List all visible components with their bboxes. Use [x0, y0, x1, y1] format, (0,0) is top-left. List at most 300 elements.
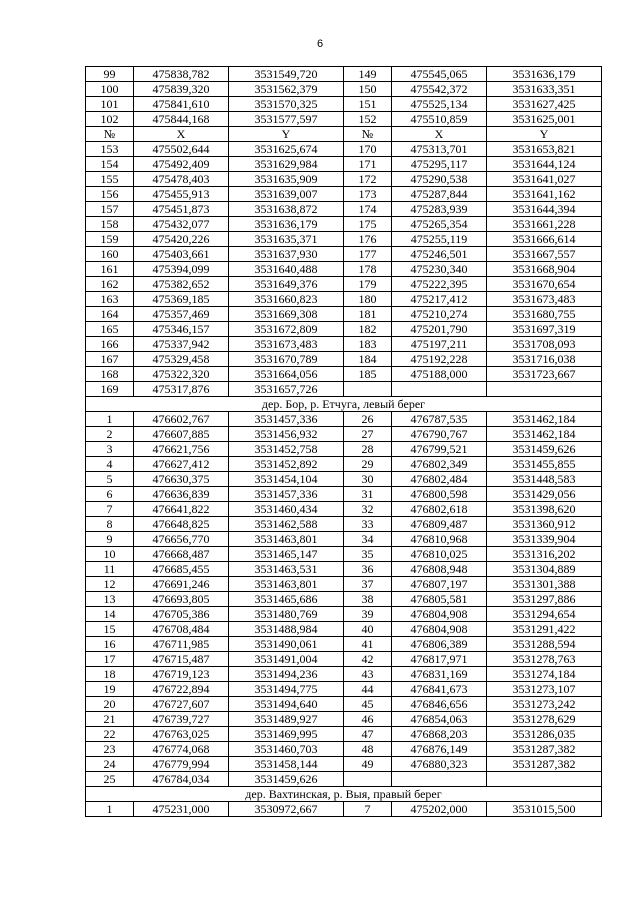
table-cell: 20: [86, 697, 134, 712]
table-cell: 44: [344, 682, 392, 697]
table-cell: 46: [344, 712, 392, 727]
table-cell: 3531494,775: [229, 682, 344, 697]
table-row: [86, 367, 602, 382]
table-cell: 3531301,388: [487, 577, 602, 592]
table-cell: 475455,913: [134, 187, 229, 202]
table-cell: 3531657,726: [229, 382, 344, 397]
table-cell: 3531644,394: [487, 202, 602, 217]
table-cell: 3531469,995: [229, 727, 344, 742]
table-header-row: [86, 127, 602, 142]
table-cell: 7: [344, 802, 392, 817]
table-row: [86, 307, 602, 322]
column-header: X: [134, 127, 229, 142]
table-cell: 476804,908: [392, 622, 487, 637]
table-row: [86, 472, 602, 487]
table-cell: 476779,994: [134, 757, 229, 772]
table-row: [86, 607, 602, 622]
table-cell: 476763,025: [134, 727, 229, 742]
table-cell: 476630,375: [134, 472, 229, 487]
table-row: [86, 352, 602, 367]
table-cell: 3531339,904: [487, 532, 602, 547]
table-cell: 3531549,720: [229, 67, 344, 82]
table-cell: 6: [86, 487, 134, 502]
table-cell: 475329,458: [134, 352, 229, 367]
table-cell: 157: [86, 202, 134, 217]
table-cell: 155: [86, 172, 134, 187]
table-cell: 3531273,107: [487, 682, 602, 697]
table-cell: 476722,894: [134, 682, 229, 697]
table-cell: 4: [86, 457, 134, 472]
table-cell: 24: [86, 757, 134, 772]
table-cell: 475838,782: [134, 67, 229, 82]
table-cell: 3531480,769: [229, 607, 344, 622]
table-cell: 21: [86, 712, 134, 727]
table-row: [86, 697, 602, 712]
table-cell: 149: [344, 67, 392, 82]
table-row: [86, 97, 602, 112]
table-cell: 3531669,308: [229, 307, 344, 322]
table-cell: 475197,211: [392, 337, 487, 352]
page-number: 6: [316, 38, 324, 50]
table-row: [86, 292, 602, 307]
table-cell: 102: [86, 112, 134, 127]
table-cell: 475202,000: [392, 802, 487, 817]
table-cell: 476715,487: [134, 652, 229, 667]
table-row: [86, 757, 602, 772]
table-cell: 475188,000: [392, 367, 487, 382]
column-header: №: [344, 127, 392, 142]
table-row: [86, 337, 602, 352]
table-cell: 3531488,984: [229, 622, 344, 637]
table-cell: 475255,119: [392, 232, 487, 247]
table-cell: 3531723,667: [487, 367, 602, 382]
table-cell: 3531625,001: [487, 112, 602, 127]
table-cell: 476693,805: [134, 592, 229, 607]
table-cell: 3531649,376: [229, 277, 344, 292]
table-cell: 476810,025: [392, 547, 487, 562]
table-cell: 3531633,351: [487, 82, 602, 97]
table-cell: 476810,968: [392, 532, 487, 547]
table-row: [86, 772, 602, 787]
table-cell: 178: [344, 262, 392, 277]
table-cell: 3531297,886: [487, 592, 602, 607]
column-header: Y: [229, 127, 344, 142]
table-row: [86, 517, 602, 532]
table-cell: 160: [86, 247, 134, 262]
table-cell: [392, 772, 487, 787]
section-title: дер. Вахтинская, р. Выя, правый берег: [86, 787, 602, 802]
table-cell: 28: [344, 442, 392, 457]
table-cell: 164: [86, 307, 134, 322]
table-cell: 3531316,202: [487, 547, 602, 562]
table-cell: 163: [86, 292, 134, 307]
table-cell: 476808,948: [392, 562, 487, 577]
section-row: [86, 787, 602, 802]
table-cell: 476802,484: [392, 472, 487, 487]
table-cell: [344, 772, 392, 787]
table-cell: 3531287,382: [487, 757, 602, 772]
table-cell: 475317,876: [134, 382, 229, 397]
table-cell: 177: [344, 247, 392, 262]
table-cell: 476774,068: [134, 742, 229, 757]
table-cell: 26: [344, 412, 392, 427]
table-cell: 1: [86, 412, 134, 427]
table-cell: 475210,274: [392, 307, 487, 322]
table-cell: 3531637,930: [229, 247, 344, 262]
table-cell: 3531638,872: [229, 202, 344, 217]
table-cell: 475290,538: [392, 172, 487, 187]
table-cell: 3531294,654: [487, 607, 602, 622]
table-cell: [487, 772, 602, 787]
table-cell: 476805,581: [392, 592, 487, 607]
table-cell: 475382,652: [134, 277, 229, 292]
table-cell: 475346,157: [134, 322, 229, 337]
table-cell: 475545,065: [392, 67, 487, 82]
table-cell: 162: [86, 277, 134, 292]
table-cell: 475403,661: [134, 247, 229, 262]
table-cell: 3531273,242: [487, 697, 602, 712]
table-cell: 3531463,531: [229, 562, 344, 577]
table-cell: 3531670,654: [487, 277, 602, 292]
table-cell: 3531462,184: [487, 412, 602, 427]
table-cell: 3531274,184: [487, 667, 602, 682]
table-cell: 3531291,422: [487, 622, 602, 637]
table-cell: 161: [86, 262, 134, 277]
coordinates-table-body: [86, 67, 602, 817]
table-cell: 3: [86, 442, 134, 457]
table-cell: 476719,123: [134, 667, 229, 682]
table-cell: 174: [344, 202, 392, 217]
table-cell: 3531708,093: [487, 337, 602, 352]
table-cell: 476868,203: [392, 727, 487, 742]
table-cell: 12: [86, 577, 134, 592]
table-row: [86, 742, 602, 757]
table-cell: 3531673,483: [487, 292, 602, 307]
table-cell: 3531465,147: [229, 547, 344, 562]
table-cell: 3531398,620: [487, 502, 602, 517]
table-cell: 3531278,629: [487, 712, 602, 727]
table-cell: 476708,484: [134, 622, 229, 637]
table-cell: 476876,149: [392, 742, 487, 757]
table-cell: 475283,939: [392, 202, 487, 217]
table-cell: 475201,790: [392, 322, 487, 337]
table-cell: 101: [86, 97, 134, 112]
table-row: [86, 187, 602, 202]
table-cell: 3531716,038: [487, 352, 602, 367]
table-cell: 156: [86, 187, 134, 202]
table-cell: 475478,403: [134, 172, 229, 187]
table-cell: 476668,487: [134, 547, 229, 562]
table-cell: 13: [86, 592, 134, 607]
table-cell: 17: [86, 652, 134, 667]
table-cell: 476806,389: [392, 637, 487, 652]
table-row: [86, 247, 602, 262]
table-row: [86, 277, 602, 292]
table-cell: 171: [344, 157, 392, 172]
table-cell: 476627,412: [134, 457, 229, 472]
table-row: [86, 727, 602, 742]
section-title: дер. Бор, р. Етчуга, левый берег: [86, 397, 602, 412]
table-cell: 476621,756: [134, 442, 229, 457]
table-cell: 3531635,371: [229, 232, 344, 247]
table-cell: 3531463,801: [229, 577, 344, 592]
table-cell: 3531457,336: [229, 487, 344, 502]
table-row: [86, 232, 602, 247]
table-row: [86, 592, 602, 607]
table-cell: 40: [344, 622, 392, 637]
table-cell: 475841,610: [134, 97, 229, 112]
table-cell: 48: [344, 742, 392, 757]
table-cell: 3531625,674: [229, 142, 344, 157]
table-cell: 32: [344, 502, 392, 517]
table-cell: 3531494,236: [229, 667, 344, 682]
table-cell: 476636,839: [134, 487, 229, 502]
table-cell: 476799,521: [392, 442, 487, 457]
table-row: [86, 712, 602, 727]
table-cell: 475192,228: [392, 352, 487, 367]
table-cell: 3531672,809: [229, 322, 344, 337]
table-cell: 3531286,035: [487, 727, 602, 742]
table-cell: 49: [344, 757, 392, 772]
table-cell: 476784,034: [134, 772, 229, 787]
coordinates-table: [85, 66, 602, 817]
table-cell: 165: [86, 322, 134, 337]
table-cell: 475222,395: [392, 277, 487, 292]
table-cell: 476817,971: [392, 652, 487, 667]
table-cell: 169: [86, 382, 134, 397]
table-cell: 3531670,789: [229, 352, 344, 367]
table-cell: 476641,822: [134, 502, 229, 517]
table-cell: 3531454,104: [229, 472, 344, 487]
table-cell: 152: [344, 112, 392, 127]
table-cell: 5: [86, 472, 134, 487]
table-cell: 475246,501: [392, 247, 487, 262]
table-cell: 3531278,763: [487, 652, 602, 667]
table-cell: 158: [86, 217, 134, 232]
table-cell: 3531577,597: [229, 112, 344, 127]
section-row: [86, 397, 602, 412]
table-cell: 475322,320: [134, 367, 229, 382]
table-cell: 475217,412: [392, 292, 487, 307]
table-cell: 45: [344, 697, 392, 712]
table-cell: 3531562,379: [229, 82, 344, 97]
table-cell: 168: [86, 367, 134, 382]
table-cell: 3531459,626: [229, 772, 344, 787]
table-cell: 3531666,614: [487, 232, 602, 247]
table-cell: 476831,169: [392, 667, 487, 682]
table-cell: 3531636,179: [229, 217, 344, 232]
table-cell: 3531653,821: [487, 142, 602, 157]
table-cell: 1: [86, 802, 134, 817]
table-cell: 34: [344, 532, 392, 547]
table-cell: 30: [344, 472, 392, 487]
table-cell: 3531287,382: [487, 742, 602, 757]
table-cell: 475287,844: [392, 187, 487, 202]
table-row: [86, 112, 602, 127]
table-cell: 3531664,056: [229, 367, 344, 382]
table-cell: 475502,644: [134, 142, 229, 157]
table-cell: 3531458,144: [229, 757, 344, 772]
table-cell: 167: [86, 352, 134, 367]
table-cell: 3531429,056: [487, 487, 602, 502]
table-cell: 47: [344, 727, 392, 742]
table-cell: 3531462,184: [487, 427, 602, 442]
table-cell: 16: [86, 637, 134, 652]
table-cell: 185: [344, 367, 392, 382]
table-cell: 29: [344, 457, 392, 472]
table-cell: 166: [86, 337, 134, 352]
table-cell: 3531640,488: [229, 262, 344, 277]
table-cell: 154: [86, 157, 134, 172]
table-cell: 18: [86, 667, 134, 682]
table-row: [86, 547, 602, 562]
table-cell: 476607,885: [134, 427, 229, 442]
table-cell: 175: [344, 217, 392, 232]
table-cell: 3531452,892: [229, 457, 344, 472]
table-row: [86, 487, 602, 502]
table-cell: 3531304,889: [487, 562, 602, 577]
table-row: [86, 427, 602, 442]
table-cell: 476802,618: [392, 502, 487, 517]
table-row: [86, 622, 602, 637]
table-cell: 3531460,434: [229, 502, 344, 517]
table-cell: 475337,942: [134, 337, 229, 352]
table-cell: 2: [86, 427, 134, 442]
table-cell: 476807,197: [392, 577, 487, 592]
table-cell: 3531641,162: [487, 187, 602, 202]
table-row: [86, 82, 602, 97]
table-cell: 150: [344, 82, 392, 97]
table-cell: 33: [344, 517, 392, 532]
table-cell: 3531644,124: [487, 157, 602, 172]
table-cell: 3531627,425: [487, 97, 602, 112]
table-row: [86, 172, 602, 187]
table-row: [86, 532, 602, 547]
table-cell: 3531667,557: [487, 247, 602, 262]
table-cell: 27: [344, 427, 392, 442]
table-cell: 42: [344, 652, 392, 667]
table-cell: 41: [344, 637, 392, 652]
table-cell: 3531697,319: [487, 322, 602, 337]
table-cell: 10: [86, 547, 134, 562]
table-cell: 475265,354: [392, 217, 487, 232]
table-cell: 3530972,667: [229, 802, 344, 817]
table-cell: 25: [86, 772, 134, 787]
table-cell: 3531490,061: [229, 637, 344, 652]
table-cell: 3531641,027: [487, 172, 602, 187]
table-cell: 99: [86, 67, 134, 82]
table-cell: 3531460,703: [229, 742, 344, 757]
table-cell: 170: [344, 142, 392, 157]
table-row: [86, 142, 602, 157]
column-header: Y: [487, 127, 602, 142]
table-cell: 15: [86, 622, 134, 637]
table-cell: 475542,372: [392, 82, 487, 97]
table-cell: 476841,673: [392, 682, 487, 697]
table-cell: 3531360,912: [487, 517, 602, 532]
table-cell: 43: [344, 667, 392, 682]
table-cell: 3531635,909: [229, 172, 344, 187]
table-row: [86, 202, 602, 217]
table-cell: 182: [344, 322, 392, 337]
table-cell: 476790,767: [392, 427, 487, 442]
table-cell: 476711,985: [134, 637, 229, 652]
table-cell: 22: [86, 727, 134, 742]
table-row: [86, 682, 602, 697]
table-row: [86, 667, 602, 682]
table-cell: 153: [86, 142, 134, 157]
table-cell: 476846,656: [392, 697, 487, 712]
table-cell: 9: [86, 532, 134, 547]
table-cell: 475313,701: [392, 142, 487, 157]
table-row: [86, 217, 602, 232]
table-row: [86, 322, 602, 337]
table-cell: [392, 382, 487, 397]
table-row: [86, 502, 602, 517]
table-cell: 3531636,179: [487, 67, 602, 82]
table-cell: 184: [344, 352, 392, 367]
table-cell: 3531455,855: [487, 457, 602, 472]
table-cell: 3531457,336: [229, 412, 344, 427]
table-row: [86, 457, 602, 472]
table-cell: 3531639,007: [229, 187, 344, 202]
column-header: №: [86, 127, 134, 142]
table-cell: 179: [344, 277, 392, 292]
table-cell: 475844,168: [134, 112, 229, 127]
table-cell: 3531015,500: [487, 802, 602, 817]
table-cell: 476602,767: [134, 412, 229, 427]
column-header: X: [392, 127, 487, 142]
table-cell: 476648,825: [134, 517, 229, 532]
table-row: [86, 382, 602, 397]
table-cell: 181: [344, 307, 392, 322]
table-cell: 3531661,228: [487, 217, 602, 232]
table-cell: 3531448,583: [487, 472, 602, 487]
table-cell: 19: [86, 682, 134, 697]
table-cell: 3531570,325: [229, 97, 344, 112]
table-row: [86, 652, 602, 667]
table-row: [86, 412, 602, 427]
table-cell: 475432,077: [134, 217, 229, 232]
table-cell: 183: [344, 337, 392, 352]
table-cell: 35: [344, 547, 392, 562]
table-row: [86, 157, 602, 172]
table-cell: 476656,770: [134, 532, 229, 547]
table-cell: 176: [344, 232, 392, 247]
table-cell: 3531660,823: [229, 292, 344, 307]
table-cell: 475357,469: [134, 307, 229, 322]
table-cell: 476787,535: [392, 412, 487, 427]
table-cell: 476739,727: [134, 712, 229, 727]
table-cell: 3531463,801: [229, 532, 344, 547]
table-row: [86, 67, 602, 82]
table-cell: 151: [344, 97, 392, 112]
table-cell: 476809,487: [392, 517, 487, 532]
table-cell: 8: [86, 517, 134, 532]
table-cell: 14: [86, 607, 134, 622]
table-row: [86, 637, 602, 652]
table-cell: 7: [86, 502, 134, 517]
table-row: [86, 262, 602, 277]
table-cell: 172: [344, 172, 392, 187]
table-cell: 476854,063: [392, 712, 487, 727]
table-cell: 475525,134: [392, 97, 487, 112]
table-cell: 36: [344, 562, 392, 577]
table-cell: 159: [86, 232, 134, 247]
table-cell: 475230,340: [392, 262, 487, 277]
table-row: [86, 577, 602, 592]
table-cell: 476705,386: [134, 607, 229, 622]
